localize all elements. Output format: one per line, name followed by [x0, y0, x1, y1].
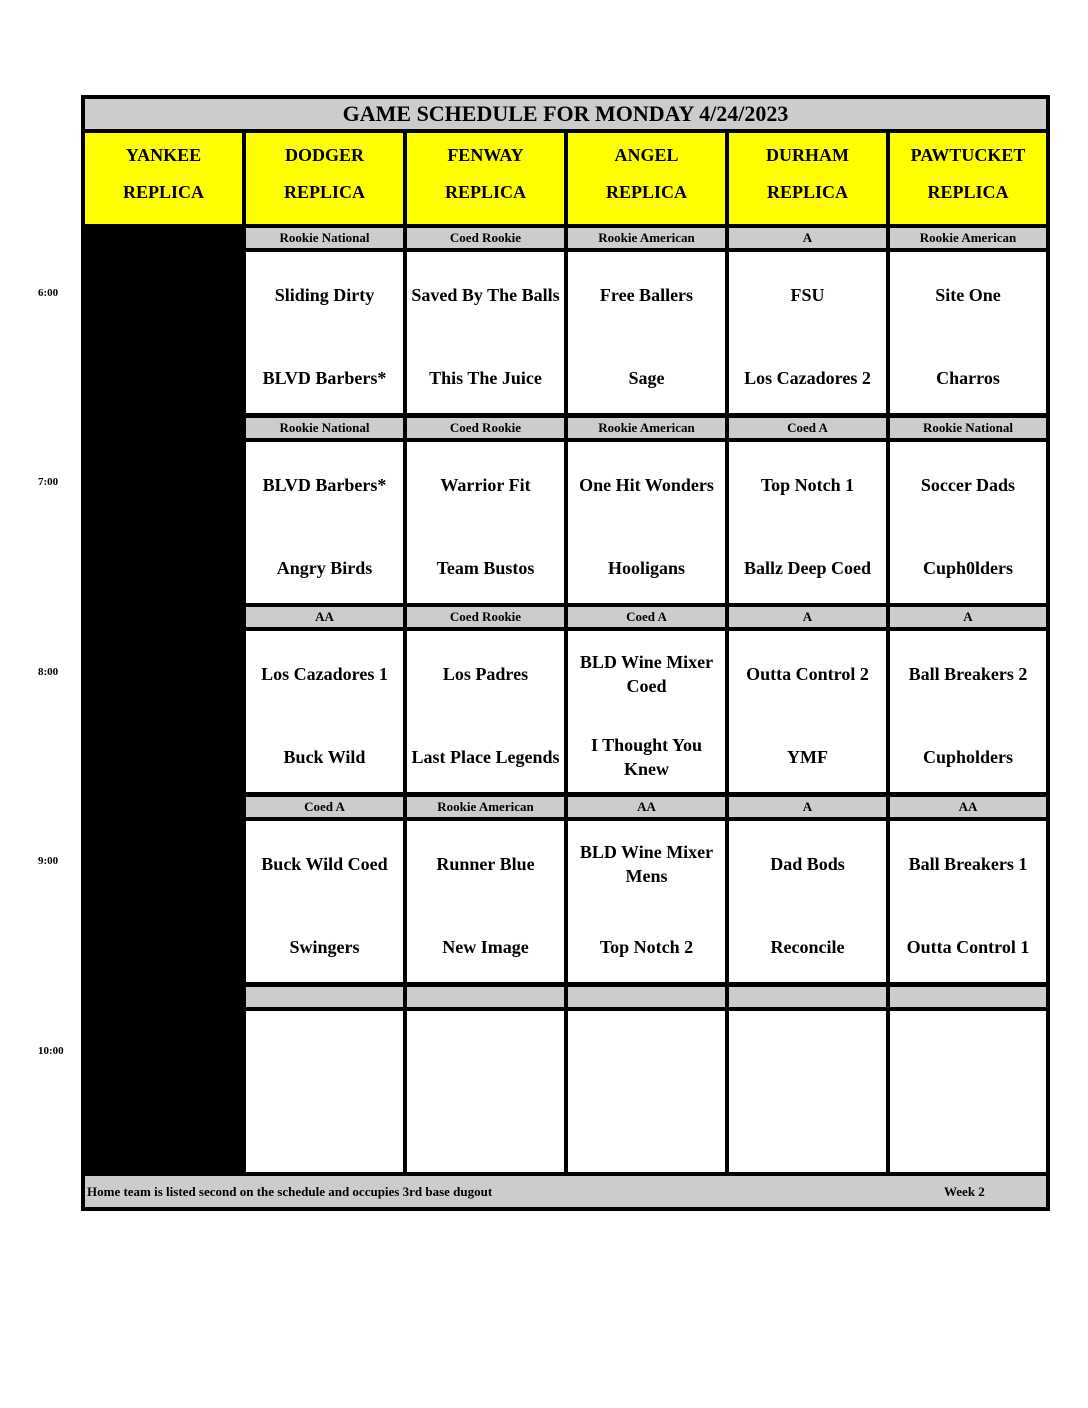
game-cell [246, 821, 403, 982]
home-team [568, 921, 725, 973]
field-header-dodger [246, 133, 403, 224]
away-team [890, 1028, 1046, 1080]
home-team-name: Buck Wild [283, 747, 366, 767]
game-cell [890, 631, 1046, 792]
division-label [246, 987, 403, 1007]
away-team [407, 459, 564, 511]
away-team [246, 459, 403, 511]
game-cell [407, 1011, 564, 1172]
game-cell [246, 1011, 403, 1172]
away-team-name: BLD Wine Mixer Coed [579, 652, 714, 696]
game-cell [729, 1011, 886, 1172]
home-team-name: BLVD Barbers* [262, 368, 387, 388]
away-team-name: Free Ballers [599, 285, 694, 305]
away-team [890, 269, 1046, 321]
game-cell [890, 1011, 1046, 1172]
home-team-name: Reconcile [770, 937, 845, 957]
field-header-fenway [407, 133, 564, 224]
home-team [407, 352, 564, 404]
game-cell [568, 631, 725, 792]
field-name: DODGER [284, 145, 364, 165]
home-team [729, 921, 886, 973]
time-label: 10:00 [38, 1045, 64, 1057]
home-team [729, 1111, 886, 1163]
away-team-name: Top Notch 1 [760, 475, 855, 495]
field-type: REPLICA [766, 182, 848, 202]
field-header-angel [568, 133, 725, 224]
division-label: Rookie National [246, 228, 403, 248]
game-cell [568, 252, 725, 413]
away-team [890, 648, 1046, 700]
home-team [407, 731, 564, 783]
division-label [407, 987, 564, 1007]
field-name: ANGEL [614, 145, 679, 165]
away-team-name: Los Padres [442, 664, 529, 684]
home-team [890, 921, 1046, 973]
away-team-name: Sliding Dirty [274, 285, 375, 305]
division-label: Coed Rookie [407, 418, 564, 438]
home-team-name: I Thought You Knew [590, 735, 703, 779]
away-team [568, 269, 725, 321]
away-team-name: Dad Bods [770, 854, 845, 874]
home-team [246, 731, 403, 783]
game-cell [568, 821, 725, 982]
away-team [568, 1028, 725, 1080]
away-team [407, 269, 564, 321]
game-cell [407, 252, 564, 413]
home-team-name: Los Cazadores 2 [744, 368, 871, 388]
time-label: 6:00 [38, 287, 59, 299]
home-team-name: Top Notch 2 [599, 937, 694, 957]
field-header-durham [729, 133, 886, 224]
division-label [890, 987, 1046, 1007]
home-team [729, 542, 886, 594]
game-cell [729, 821, 886, 982]
time-label: 7:00 [38, 476, 59, 488]
away-team-name: Buck Wild Coed [261, 854, 388, 874]
division-label [568, 987, 725, 1007]
home-team [246, 542, 403, 594]
home-team-name: Charros [936, 368, 1000, 388]
division-label: A [729, 797, 886, 817]
away-team [568, 459, 725, 511]
away-team-name: Los Cazadores 1 [261, 664, 388, 684]
away-team [246, 1028, 403, 1080]
away-team-name: BLVD Barbers* [262, 475, 387, 495]
home-team-name: Angry Birds [276, 558, 373, 578]
field-name: DURHAM [766, 145, 849, 165]
away-team [729, 648, 886, 700]
away-team [729, 459, 886, 511]
away-team-name: One Hit Wonders [579, 475, 714, 495]
away-team-name: Site One [935, 285, 1001, 305]
division-label: Coed A [729, 418, 886, 438]
away-team [246, 838, 403, 890]
home-team [890, 542, 1046, 594]
away-team [407, 648, 564, 700]
home-team-name: Cuph0lders [922, 558, 1014, 578]
away-team-name: Ball Breakers 2 [908, 664, 1028, 684]
week-label: Week 2 [944, 1184, 985, 1199]
game-cell [246, 252, 403, 413]
home-team [890, 352, 1046, 404]
away-team-name: Ball Breakers 1 [908, 854, 1028, 874]
away-team-name: Warrior Fit [440, 475, 531, 495]
schedule-title: GAME SCHEDULE FOR MONDAY 4/24/2023 [85, 99, 1046, 129]
game-cell [890, 252, 1046, 413]
home-team [407, 542, 564, 594]
home-team [568, 542, 725, 594]
yankee-field-unused-column [85, 228, 242, 1172]
home-team [568, 1111, 725, 1163]
home-team [568, 352, 725, 404]
division-label: Rookie American [568, 228, 725, 248]
game-cell [729, 631, 886, 792]
division-label: Rookie American [407, 797, 564, 817]
away-team-name: Soccer Dads [920, 475, 1016, 495]
home-team-name: Team Bustos [436, 558, 535, 578]
away-team-name: FSU [790, 285, 825, 305]
game-cell [890, 442, 1046, 603]
division-label: Rookie National [246, 418, 403, 438]
home-team-name: YMF [787, 747, 828, 767]
field-type: REPLICA [283, 182, 365, 202]
home-team [246, 921, 403, 973]
time-label: 8:00 [38, 666, 59, 678]
division-label: Rookie American [568, 418, 725, 438]
home-team [407, 1111, 564, 1163]
division-label: AA [890, 797, 1046, 817]
away-team [246, 648, 403, 700]
home-team [246, 352, 403, 404]
division-label [729, 987, 886, 1007]
game-cell [729, 442, 886, 603]
home-team-name: New Image [442, 937, 529, 957]
away-team [246, 269, 403, 321]
home-team [729, 352, 886, 404]
home-team [890, 1111, 1046, 1163]
away-team [407, 1028, 564, 1080]
home-team [890, 731, 1046, 783]
division-label: Coed A [246, 797, 403, 817]
field-type: REPLICA [927, 182, 1009, 202]
game-cell [246, 631, 403, 792]
away-team [568, 648, 725, 700]
away-team [407, 838, 564, 890]
away-team [729, 269, 886, 321]
game-cell [407, 442, 564, 603]
home-team-name: This The Juice [429, 368, 542, 388]
division-label: Rookie American [890, 228, 1046, 248]
division-label: Rookie National [890, 418, 1046, 438]
division-label: A [890, 607, 1046, 627]
away-team [890, 459, 1046, 511]
away-team [729, 838, 886, 890]
division-label: AA [246, 607, 403, 627]
away-team-name: Saved By The Balls [411, 285, 560, 305]
away-team [729, 1028, 886, 1080]
away-team [568, 838, 725, 890]
field-name: YANKEE [125, 145, 202, 165]
field-type: REPLICA [605, 182, 687, 202]
away-team-name: BLD Wine Mixer Mens [579, 842, 714, 886]
home-team-name: Sage [628, 368, 665, 388]
game-cell [568, 442, 725, 603]
home-team-name: Outta Control 1 [906, 937, 1030, 957]
home-team [568, 731, 725, 783]
field-name: FENWAY [447, 145, 524, 165]
division-label: Coed Rookie [407, 228, 564, 248]
home-team [729, 731, 886, 783]
game-cell [407, 631, 564, 792]
division-label: AA [568, 797, 725, 817]
away-team-name: Outta Control 2 [746, 664, 869, 684]
home-team [246, 1111, 403, 1163]
game-cell [729, 252, 886, 413]
game-cell [890, 821, 1046, 982]
field-name: PAWTUCKET [910, 145, 1026, 165]
home-team-name: Hooligans [607, 558, 686, 578]
division-label: Coed A [568, 607, 725, 627]
field-header-pawtucket [890, 133, 1046, 224]
game-cell [246, 442, 403, 603]
game-cell [568, 1011, 725, 1172]
away-team [890, 838, 1046, 890]
schedule-footer [85, 1176, 1046, 1207]
division-label: A [729, 228, 886, 248]
home-team-note: Home team is listed second on the schedule and occupies 3rd base dugout [87, 1184, 493, 1199]
home-team-name: Swingers [289, 937, 360, 957]
home-team-name: Ballz Deep Coed [744, 558, 871, 578]
field-type: REPLICA [122, 182, 204, 202]
division-label: A [729, 607, 886, 627]
field-type: REPLICA [444, 182, 526, 202]
home-team [407, 921, 564, 973]
home-team-name: Cupholders [922, 747, 1014, 767]
away-team-name: Runner Blue [436, 854, 535, 874]
time-label: 9:00 [38, 855, 59, 867]
game-cell [407, 821, 564, 982]
home-team-name: Last Place Legends [411, 747, 560, 767]
division-label: Coed Rookie [407, 607, 564, 627]
field-header-yankee [85, 133, 242, 224]
